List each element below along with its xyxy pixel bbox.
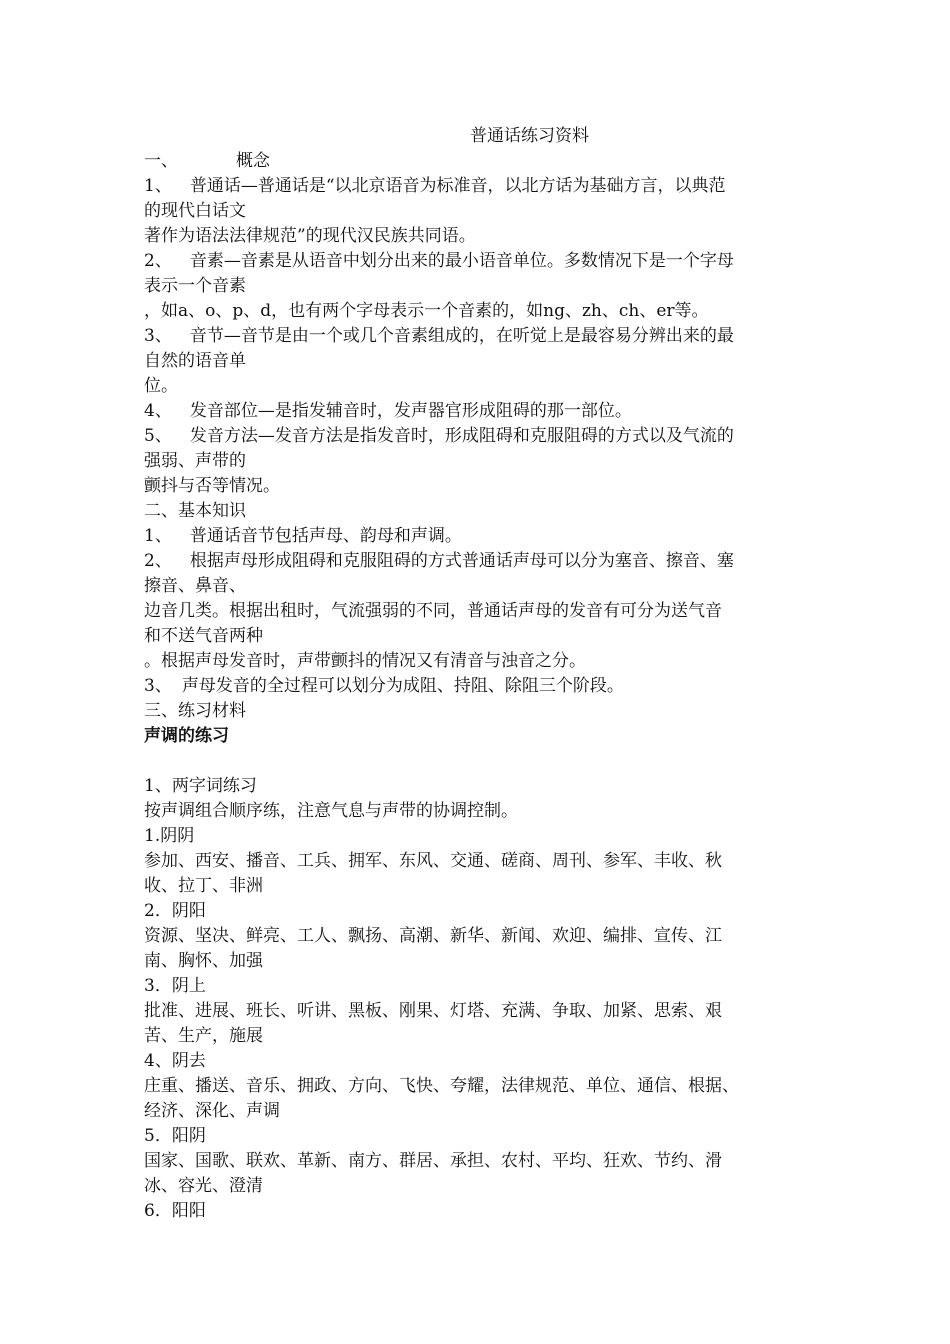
list-item-3-line (144, 324, 824, 349)
list-item-1-line (144, 524, 824, 549)
word-list-line: 国家、国歌、联欢、革新、南方、群居、承担、农村、平均、狂欢、节约、滑 (144, 1151, 722, 1171)
section-heading-practice: 三、练习材料 (144, 701, 246, 721)
document-title: 普通话练习资料 (470, 126, 589, 146)
group-label: 5．阳阴 (144, 1126, 206, 1146)
word-list-line: 庄重、播送、音乐、拥政、方向、飞快、夸耀，法律规范、单位、通信、根据、 (144, 1076, 739, 1096)
word-list-line: 苦、生产，施展 (144, 1026, 263, 1046)
item-continuation: 位。 (144, 376, 178, 396)
section-heading-basics: 二、基本知识 (144, 501, 246, 521)
item-continuation: 。根据声母发音时，声带颤抖的情况又有清音与浊音之分。 (144, 651, 586, 671)
item-number: 3、 (144, 326, 172, 346)
list-item-4-line (144, 399, 824, 424)
section-title: 概念 (236, 151, 270, 171)
item-text: 根据声母形成阻碍和克服阻碍的方式普通话声母可以分为塞音、擦音、塞 (189, 551, 734, 571)
list-item-3-line (144, 674, 824, 699)
subheading-tone-practice: 声调的练习 (144, 726, 229, 746)
group-label: 3．阴上 (144, 976, 206, 996)
item-continuation: 和不送气音两种 (144, 626, 263, 646)
word-list-line: 经济、深化、声调 (144, 1101, 280, 1121)
item-number: 4、 (144, 401, 172, 421)
word-list-line: 批准、进展、班长、听讲、黑板、刚果、灯塔、充满、争取、加紧、思索、艰 (144, 1001, 722, 1021)
group-label: 6．阳阳 (144, 1201, 206, 1221)
exercise-instruction: 按声调组合顺序练，注意气息与声带的协调控制。 (144, 801, 518, 821)
exercise-title: 1、两字词练习 (144, 776, 257, 796)
item-continuation: 著作为语法法律规范”的现代汉民族共同语。 (144, 226, 476, 246)
group-label: 1.阴阴 (144, 826, 195, 846)
item-number: 3、 (144, 676, 172, 696)
item-text: 普通话音节包括声母、韵母和声调。 (189, 526, 462, 546)
item-continuation: 表示一个音素 (144, 276, 246, 296)
item-continuation: 强弱、声带的 (144, 451, 246, 471)
item-text: 声母发音的全过程可以划分为成阻、持阻、除阻三个阶段。 (181, 676, 624, 696)
item-text: 音素—音素是从语音中划分出来的最小语音单位。多数情况下是一个字母 (189, 251, 734, 271)
word-list-line: 参加、西安、播音、工兵、拥军、东风、交通、磋商、周刊、参军、丰收、秋 (144, 851, 722, 871)
group-label: 4、阴去 (144, 1051, 206, 1071)
item-number: 1、 (144, 526, 172, 546)
item-text: 音节—音节是由一个或几个音素组成的，在听觉上是最容易分辨出来的最 (189, 326, 734, 346)
section-heading-concepts (144, 149, 824, 174)
item-continuation: 擦音、鼻音、 (144, 576, 246, 596)
word-list-line: 资源、坚决、鲜亮、工人、飘扬、高潮、新华、新闻、欢迎、编排、宣传、江 (144, 926, 722, 946)
item-continuation: 边音几类。根据出租时，气流强弱的不同，普通话声母的发音有可分为送气音 (144, 601, 722, 621)
item-number: 2、 (144, 551, 172, 571)
item-continuation: ，如a、o、p、d，也有两个字母表示一个音素的，如ng、zh、ch、er等。 (144, 301, 709, 321)
list-item-1-line (144, 174, 824, 199)
item-text: 普通话—普通话是“以北京语音为标准音，以北方话为基础方言，以典范 (189, 176, 726, 196)
item-text: 发音方法—发音方法是指发音时，形成阻碍和克服阻碍的方式以及气流的 (189, 426, 734, 446)
list-item-5-line (144, 424, 824, 449)
word-list-line: 收、拉丁、非洲 (144, 876, 263, 896)
item-continuation: 颤抖与否等情况。 (144, 476, 280, 496)
item-number: 2、 (144, 251, 172, 271)
item-number: 1、 (144, 176, 172, 196)
word-list-line: 南、胸怀、加强 (144, 951, 263, 971)
item-text: 发音部位—是指发辅音时，发声器官形成阻碍的那一部位。 (189, 401, 632, 421)
section-number: 一、 (144, 151, 178, 171)
list-item-2-line (144, 249, 824, 274)
item-continuation: 自然的语音单 (144, 351, 246, 371)
blank-line (144, 749, 824, 774)
item-continuation: 的现代白话文 (144, 201, 246, 221)
group-label: 2．阴阳 (144, 901, 206, 921)
document-body (144, 124, 824, 1224)
list-item-2-line (144, 549, 824, 574)
item-number: 5、 (144, 426, 172, 446)
word-list-line: 冰、容光、澄清 (144, 1176, 263, 1196)
